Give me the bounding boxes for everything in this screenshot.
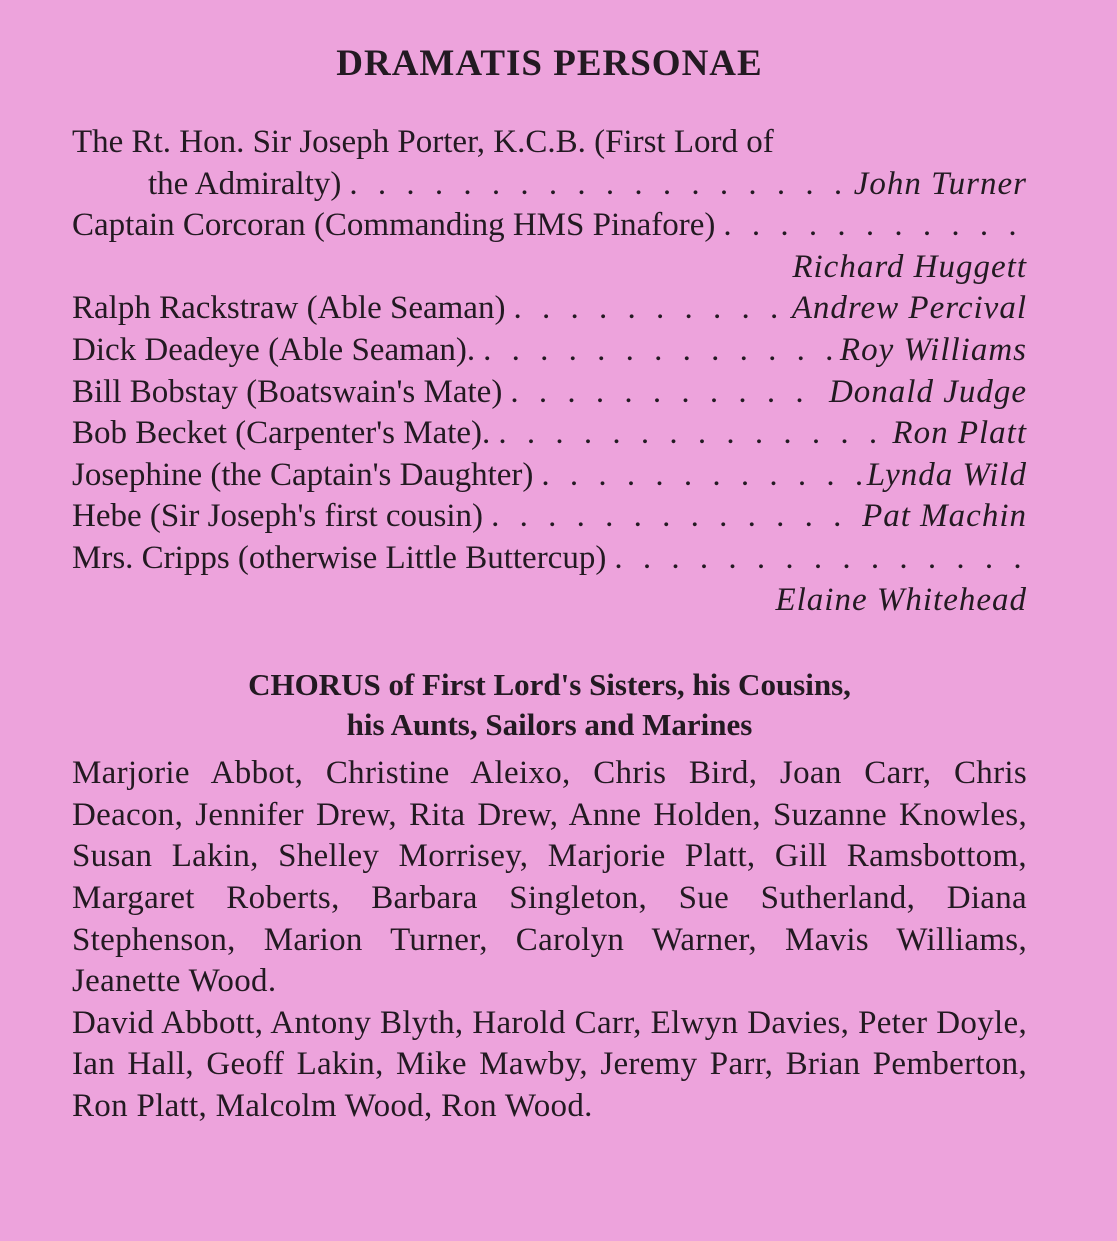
cast-role: the Admiralty): [148, 165, 342, 202]
cast-list: [72, 122, 1027, 621]
cast-entry-mrs-cripps: [72, 538, 1027, 580]
cast-role: The Rt. Hon. Sir Joseph Porter, K.C.B. (First Lord of: [72, 124, 774, 160]
dot-leader: [614, 538, 1023, 580]
cast-entry-josephine: [72, 455, 1027, 497]
cast-entry-bob-becket: [72, 413, 1027, 455]
cast-actor: Ron Platt: [892, 415, 1027, 452]
dot-leader: [513, 288, 787, 330]
cast-actor: Roy Williams: [839, 331, 1027, 368]
chorus-heading-line: his Aunts, Sailors and Marines: [346, 707, 753, 743]
chorus-gentlemen-list: David Abbott, Antony Blyth, Harold Carr, Elwyn Davies, Peter Doyle, Ian Hall, Geoff Lakin, Mike Mawby, Jeremy Parr, Brian Pemberton, Ron Platt, Malcolm Wood, Ron Wood.: [72, 1004, 1027, 1124]
chorus-ladies-list: Marjorie Abbot, Christine Aleixo, Chris Bird, Joan Carr, Chris Deacon, Jennifer Drew, Rita Drew, Anne Holden, Suzanne Knowles, Susan Lakin, Shelley Morrisey, Marjorie Platt, Gill Ramsbottom, Margaret Roberts, Barbara Singleton, Sue Sutherland, Diana Stephenson, Marion Turner, Carolyn Warner, Mavis Williams, Jeanette Wood.: [72, 755, 1027, 1000]
dot-leader: [491, 496, 858, 538]
cast-actor: Elaine Whitehead: [775, 581, 1027, 618]
cast-role: Hebe (Sir Joseph's first cousin): [72, 498, 484, 535]
dot-leader: [541, 455, 862, 497]
dot-leader: [349, 164, 849, 206]
cast-actor: Lynda Wild: [866, 456, 1027, 493]
cast-role: Dick Deadeye (Able Seaman).: [72, 331, 476, 368]
dot-leader: [483, 330, 836, 372]
cast-role: Mrs. Cripps (otherwise Little Buttercup): [72, 539, 607, 576]
cast-actor: John Turner: [853, 165, 1027, 202]
dot-leader: [498, 413, 888, 455]
cast-entry-captain-corcoran: [72, 205, 1027, 247]
cast-entry-bill-bobstay: [72, 372, 1027, 414]
cast-actor: Richard Huggett: [792, 248, 1027, 285]
cast-entry-sir-joseph-porter-cont: [72, 164, 1027, 206]
cast-entry-hebe: [72, 496, 1027, 538]
dot-leader: [723, 205, 1023, 247]
dot-leader: [510, 372, 825, 414]
cast-role: Bob Becket (Carpenter's Mate).: [72, 415, 491, 452]
cast-role: Captain Corcoran (Commanding HMS Pinafore): [72, 207, 716, 244]
cast-role: Ralph Rackstraw (Able Seaman): [72, 290, 506, 327]
cast-entry-ralph-rackstraw: [72, 288, 1027, 330]
cast-actor: Donald Judge: [828, 373, 1027, 410]
cast-entry-sir-joseph-porter: [72, 122, 1027, 164]
chorus-heading: [72, 665, 1027, 745]
chorus-heading-line: CHORUS of First Lord's Sisters, his Cousins,: [248, 667, 851, 703]
cast-actor: Andrew Percival: [791, 290, 1027, 327]
cast-role: Bill Bobstay (Boatswain's Mate): [72, 373, 503, 410]
cast-role: Josephine (the Captain's Daughter): [72, 456, 534, 493]
cast-actor: Pat Machin: [862, 498, 1027, 535]
cast-entry-dick-deadeye: [72, 330, 1027, 372]
page-title: DRAMATIS PERSONAE: [336, 43, 763, 84]
